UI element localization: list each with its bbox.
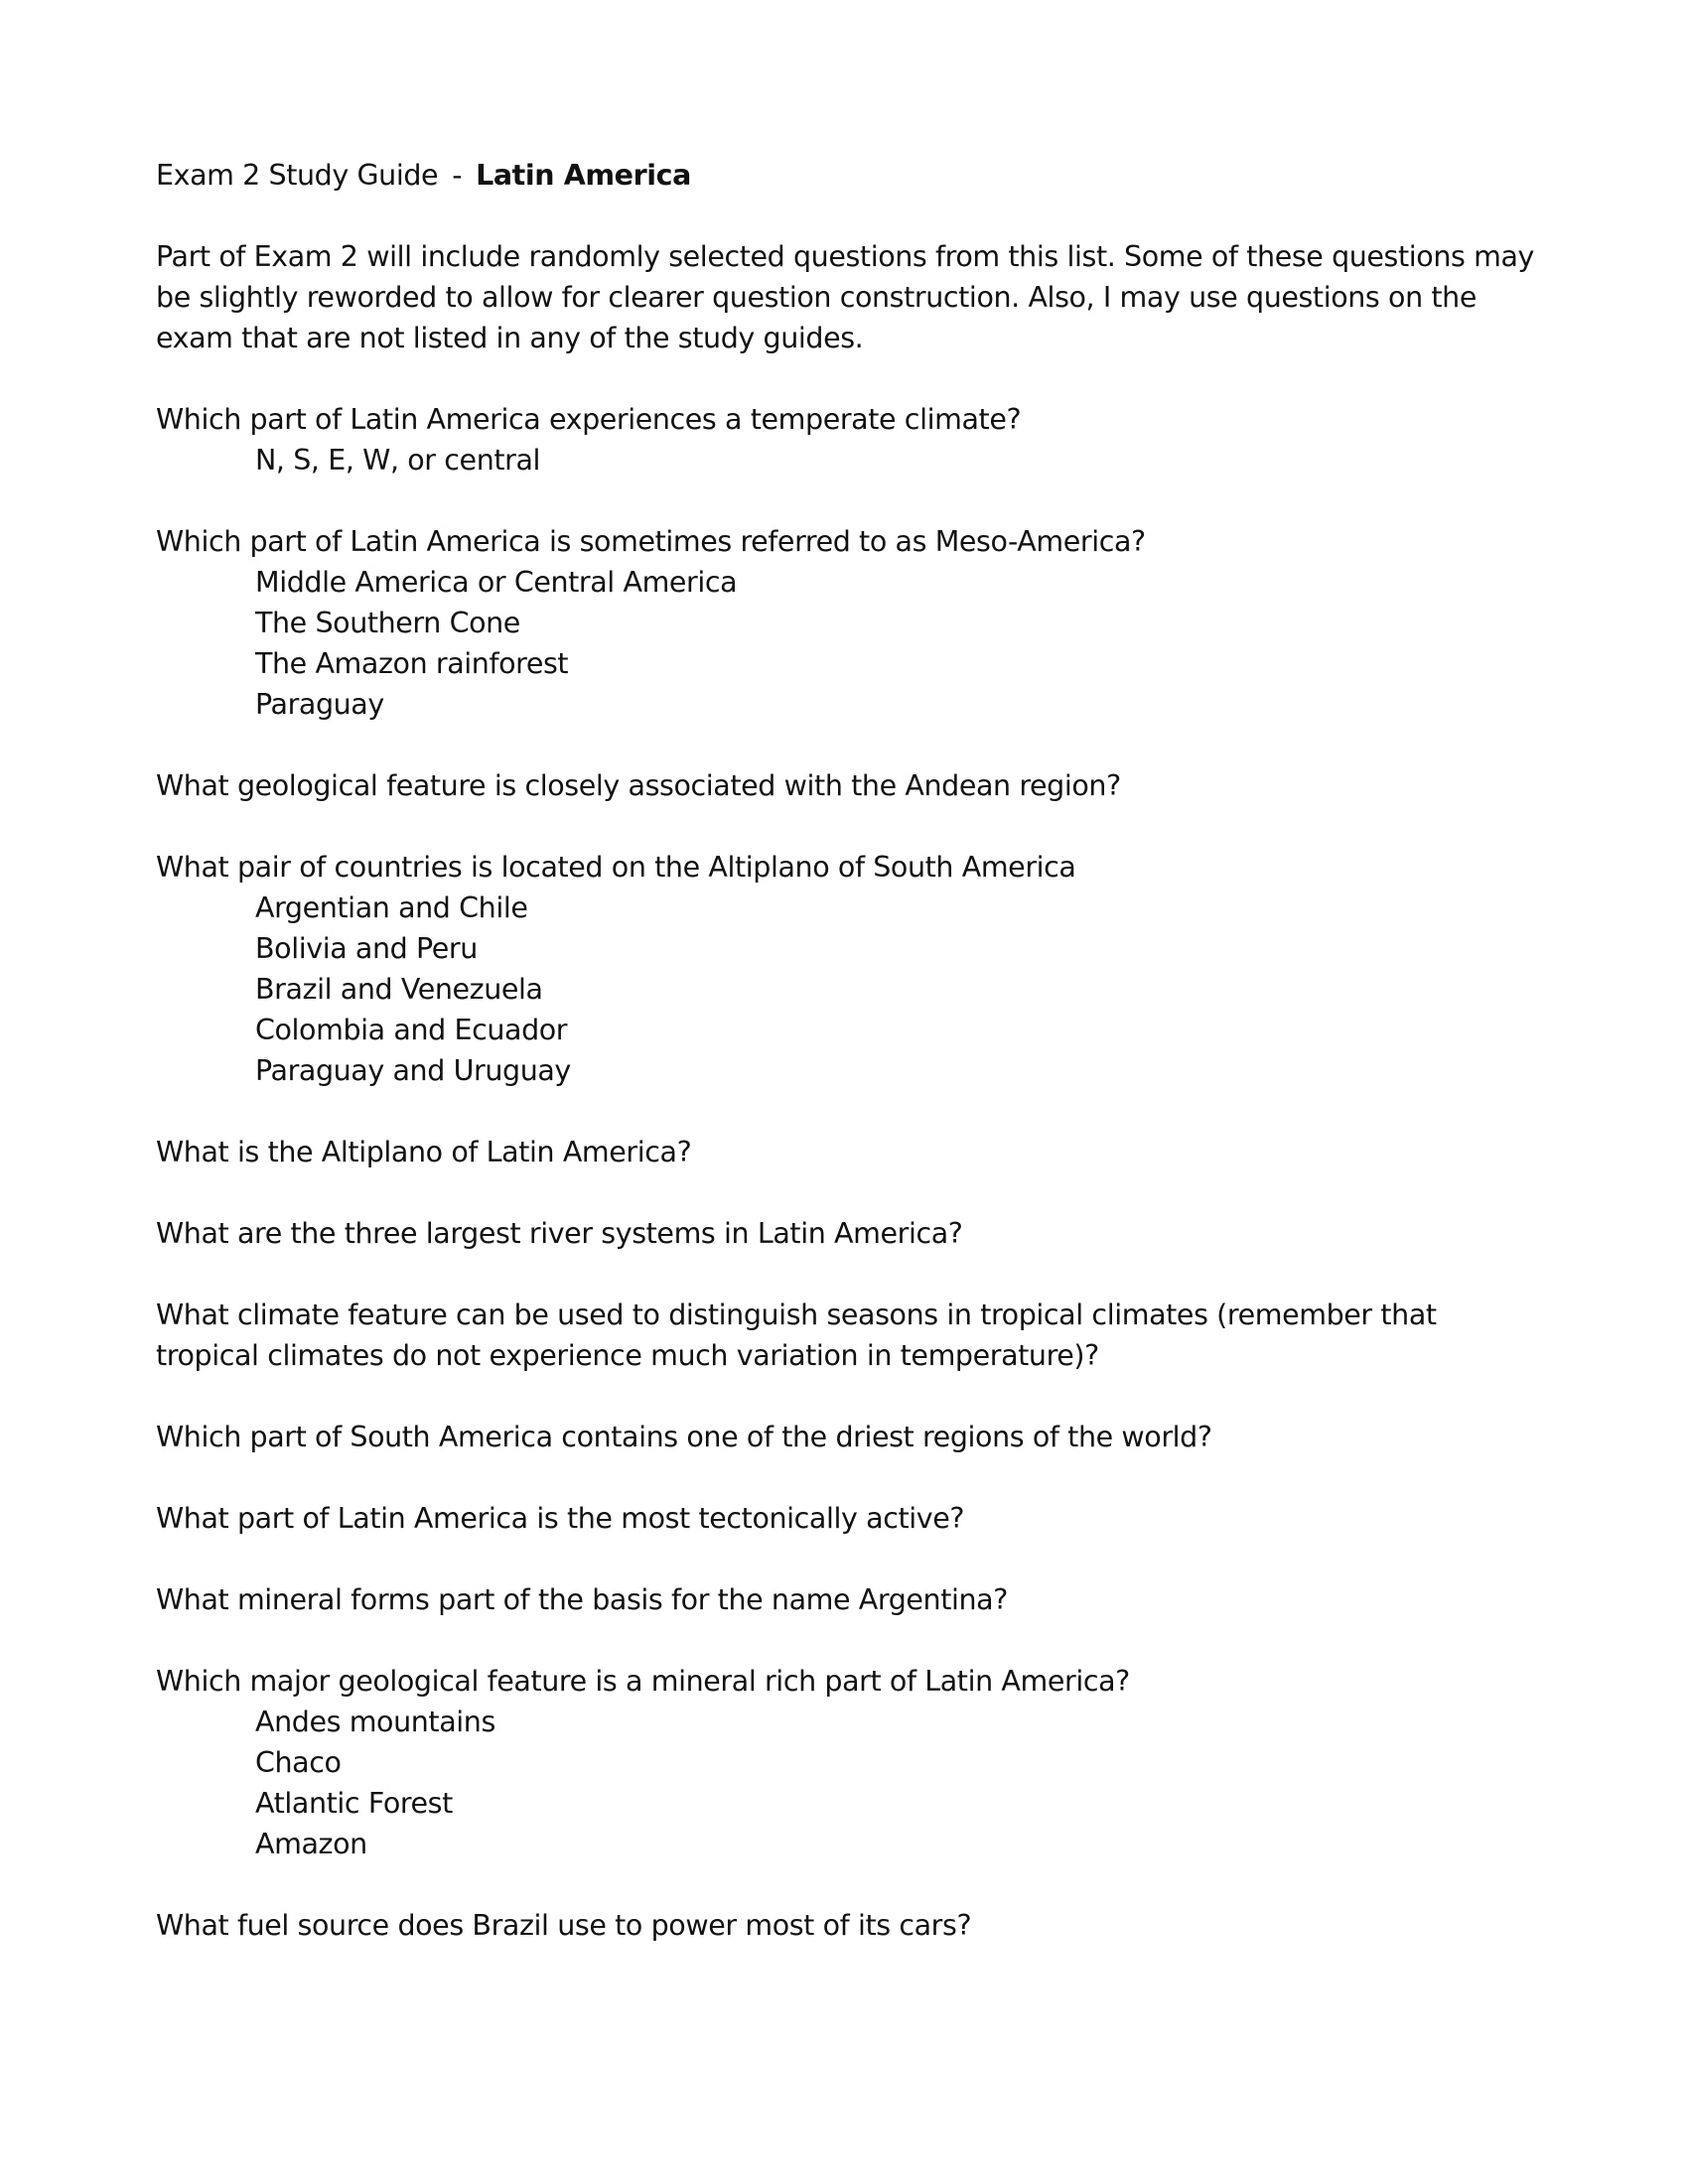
answer-option: Middle America or Central America [255, 566, 738, 599]
title-separator: - [452, 159, 463, 192]
answer-option: N, S, E, W, or central [255, 444, 541, 477]
answer-option: Colombia and Ecuador [255, 1014, 568, 1046]
question-text: Which part of Latin America experiences a temperate climate? [156, 403, 1022, 436]
question-block [156, 1661, 1546, 1864]
answer-options [156, 440, 1546, 480]
question-block [156, 1417, 1546, 1457]
question-block [156, 765, 1546, 806]
question-text: What pair of countries is located on the Altiplano of South America [156, 851, 1076, 884]
question-text: What geological feature is closely associated with the Andean region? [156, 769, 1121, 802]
answer-option: The Amazon rainforest [255, 647, 569, 680]
question-text: What part of Latin America is the most tectonically active? [156, 1502, 965, 1535]
question-block [156, 1213, 1546, 1254]
question-text: What mineral forms part of the basis for the name Argentina? [156, 1583, 1008, 1616]
answer-option: Chaco [255, 1746, 342, 1779]
answer-option: Atlantic Forest [255, 1787, 453, 1820]
answer-options [156, 1702, 1546, 1864]
question-block [156, 521, 1546, 725]
answer-option: Amazon [255, 1828, 367, 1860]
question-text: What fuel source does Brazil use to power most of its cars? [156, 1909, 972, 1942]
answer-option: Brazil and Venezuela [255, 973, 543, 1006]
question-block [156, 1132, 1546, 1172]
answer-option: Argentian and Chile [255, 891, 528, 924]
answer-option: Paraguay and Uruguay [255, 1054, 571, 1087]
question-list [156, 399, 1546, 1946]
question-block [156, 1295, 1546, 1376]
answer-option: Andes mountains [255, 1706, 495, 1738]
question-text: Which major geological feature is a mineral rich part of Latin America? [156, 1665, 1130, 1698]
answer-option: Paraguay [255, 688, 384, 721]
question-block [156, 847, 1546, 1091]
document-title [156, 155, 1546, 196]
study-guide-page [156, 155, 1546, 1986]
question-block [156, 399, 1546, 480]
question-block [156, 1905, 1546, 1946]
question-text: What is the Altiplano of Latin America? [156, 1136, 692, 1168]
title-main: Latin America [476, 159, 691, 192]
question-text: Which part of Latin America is sometimes referred to as Meso-America? [156, 525, 1146, 558]
question-text: What are the three largest river systems in Latin America? [156, 1217, 963, 1250]
answer-option: The Southern Cone [255, 607, 520, 639]
title-prefix: Exam 2 Study Guide [156, 159, 439, 192]
intro-paragraph: Part of Exam 2 will include randomly selected questions from this list. Some of these questions may be slightly reworded to allow for clearer question construction. Also, I may use questions on the exam that are not listed in any of the study guides. [156, 240, 1535, 354]
question-block [156, 1498, 1546, 1539]
answer-options [156, 562, 1546, 725]
answer-option: Bolivia and Peru [255, 932, 478, 965]
question-block [156, 1579, 1546, 1620]
answer-options [156, 887, 1546, 1091]
question-text: What climate feature can be used to distinguish seasons in tropical climates (remember that tropical climates do not experience much variation in temperature)? [156, 1298, 1437, 1372]
question-text: Which part of South America contains one of the driest regions of the world? [156, 1421, 1212, 1453]
